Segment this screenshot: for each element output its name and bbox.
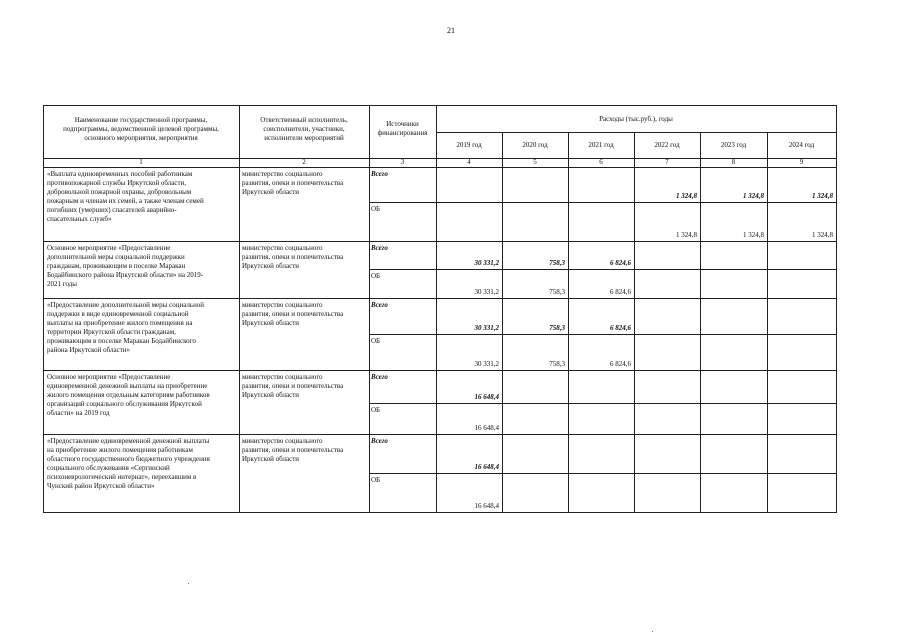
scan-speck: [188, 583, 189, 584]
row-executor-line: Иркутской области: [242, 188, 300, 196]
row-name-line: дополнительной меры социальной поддержки: [47, 253, 185, 261]
row-name-line: 2021 годы: [47, 280, 78, 288]
ob-value: 30 331,2: [474, 360, 499, 368]
header-col-number: 8: [731, 158, 736, 166]
row-divider: [43, 241, 836, 242]
header-col-number: 3: [400, 158, 405, 166]
ob-value: 1 324,8: [812, 231, 833, 239]
column-divider: [634, 132, 635, 512]
row-name-line: Основное мероприятие «Предоставление: [47, 373, 171, 381]
page-number: 21: [447, 26, 455, 35]
row-name-line: социального обслуживания «Сергинский: [47, 464, 170, 472]
row-name-line: пожарным и членам их семей, а также членам семей: [47, 197, 204, 205]
header-year-divider: [436, 132, 836, 133]
row-executor-line: министерство социального: [242, 170, 323, 178]
source-ob-label: ОБ: [371, 406, 381, 414]
subrow-divider: [369, 269, 836, 270]
column-divider: [502, 132, 503, 512]
header-executor-label: исполнители мероприятий: [264, 134, 344, 142]
table-border-bottom: [43, 512, 837, 513]
header-year-2022: 2022 год: [654, 141, 680, 149]
row-executor-line: развития, опеки и попечительства: [242, 179, 344, 187]
row-name-line: гражданам, проживающим в поселке Маракан: [47, 262, 186, 270]
total-value: 30 331,2: [474, 324, 499, 332]
row-name-line: «Предоставление дополнительной меры социальной: [47, 301, 205, 309]
ob-value: 1 324,8: [743, 231, 764, 239]
row-divider: [43, 298, 836, 299]
column-divider: [568, 132, 569, 512]
row-name-line: «Предоставление единовременной денежной выплаты: [47, 437, 210, 445]
source-total-label: Всего: [371, 373, 388, 381]
row-name-line: выплаты на приобретение жилого помещения на: [47, 319, 193, 327]
row-executor-line: министерство социального: [242, 437, 323, 445]
header-year-2021: 2021 год: [588, 141, 614, 149]
column-divider: [836, 105, 837, 512]
row-name-line: спасательных служб»: [47, 215, 112, 223]
row-executor-line: развития, опеки и попечительства: [242, 253, 344, 261]
subrow-divider: [369, 334, 836, 335]
row-name-line: территории Иркутской области гражданам,: [47, 328, 176, 336]
header-bottom-divider: [43, 167, 836, 168]
row-name-line: единовременной денежной выплаты на приобретение: [47, 382, 208, 390]
row-name-line: противопожарной службы Иркутской области,: [47, 179, 187, 187]
subrow-divider: [369, 202, 836, 203]
row-executor-line: министерство социального: [242, 301, 323, 309]
row-name-line: области» на 2019 год: [47, 409, 110, 417]
total-value: 6 824,6: [610, 324, 631, 332]
total-value: 30 331,2: [474, 259, 499, 267]
header-executor-label: соисполнители, участники,: [263, 125, 345, 133]
header-source-label: Источники: [386, 120, 419, 128]
header-year-2023: 2023 год: [720, 141, 747, 149]
row-name-line: Бодайбинского района Иркутской области» на 2019-: [47, 271, 204, 279]
row-executor-line: Иркутской области: [242, 319, 300, 327]
header-col-number: 4: [467, 158, 471, 166]
ob-value: 758,3: [549, 360, 565, 368]
row-executor-line: министерство социального: [242, 244, 323, 252]
header-year-2024: 2024 год: [788, 141, 815, 149]
row-name-line: района Иркутской области»: [47, 346, 131, 354]
source-ob-label: ОБ: [371, 205, 381, 213]
row-name-line: добровольной пожарной охраны, добровольным: [47, 188, 192, 196]
row-name-line: психоневрологический интернат», переехавшим в: [47, 473, 197, 481]
row-executor-line: министерство социального: [242, 373, 323, 381]
row-name-line: «Выплата единовременных пособий работникам: [47, 170, 193, 178]
row-divider: [43, 370, 836, 371]
ob-value: 30 331,2: [474, 288, 499, 296]
source-total-label: Всего: [371, 170, 388, 178]
header-col-number: 7: [665, 158, 669, 166]
row-executor-line: Иркутской области: [242, 455, 300, 463]
source-total-label: Всего: [371, 244, 388, 252]
row-executor-line: развития, опеки и попечительства: [242, 446, 344, 454]
total-value: 1 324,8: [676, 192, 697, 200]
row-name-line: поддержки в виде единовременной социальной: [47, 310, 189, 318]
subrow-divider: [369, 473, 836, 474]
table-border-top: [43, 105, 837, 106]
row-executor-line: Иркутской области: [242, 262, 300, 270]
row-executor-line: Иркутской области: [242, 391, 300, 399]
total-value: 16 648,4: [474, 463, 499, 471]
header-year-2019: 2019 год: [456, 141, 482, 149]
total-value: 758,3: [549, 324, 565, 332]
source-total-label: Всего: [371, 437, 388, 445]
row-divider: [43, 434, 836, 435]
budget-table: [43, 105, 836, 512]
row-name-line: на приобретение жилого помещения работникам: [47, 446, 193, 454]
ob-value: 16 648,4: [474, 502, 499, 510]
row-name-line: погибших (умерших) спасателей аварийно-: [47, 206, 177, 214]
ob-value: 6 824,6: [610, 360, 631, 368]
header-year-2020: 2020 год: [522, 141, 548, 149]
source-total-label: Всего: [371, 301, 388, 309]
header-name-label: основного мероприятия, мероприятия: [84, 134, 198, 142]
header-col-number: 9: [799, 158, 804, 166]
row-executor-line: развития, опеки и попечительства: [242, 382, 344, 390]
row-name-line: областного государственного бюджетного учреждения: [47, 455, 210, 463]
total-value: 1 324,8: [812, 192, 833, 200]
row-name-line: организаций социального обслуживания Иркутской: [47, 400, 202, 408]
header-col-number: 5: [533, 158, 537, 166]
source-ob-label: ОБ: [371, 272, 381, 280]
total-value: 758,3: [549, 259, 565, 267]
header-source-label: финансирования: [377, 129, 428, 137]
header-col-number: 6: [599, 158, 603, 166]
header-expenses-label: Расходы (тыс.руб.), годы: [599, 115, 673, 123]
ob-value: 6 824,6: [610, 288, 631, 296]
source-ob-label: ОБ: [371, 476, 381, 484]
header-executor-label: Ответственный исполнитель,: [260, 116, 348, 124]
total-value: 1 324,8: [743, 192, 764, 200]
row-name-line: Основное мероприятие «Предоставление: [47, 244, 171, 252]
scan-speck: [652, 631, 653, 632]
header-col-number: 1: [139, 158, 143, 166]
subrow-divider: [369, 403, 836, 404]
header-name-label: Наименование государственной программы,: [74, 116, 208, 124]
source-ob-label: ОБ: [371, 337, 381, 345]
ob-value: 16 648,4: [474, 424, 499, 432]
row-name-line: жилого помещения отдельным категориям работников: [47, 391, 210, 399]
column-divider: [767, 132, 768, 512]
total-value: 16 648,4: [474, 393, 499, 401]
row-name-line: проживающим в поселке Маракан Бодайбинского: [47, 337, 196, 345]
column-divider: [700, 132, 701, 512]
row-executor-line: развития, опеки и попечительства: [242, 310, 344, 318]
ob-value: 1 324,8: [676, 231, 697, 239]
ob-value: 758,3: [549, 288, 565, 296]
row-name-line: Чунский район Иркутской области»: [47, 482, 155, 490]
header-name-label: подпрограммы, ведомственной целевой программы,: [63, 125, 219, 133]
header-col-number: 2: [302, 158, 306, 166]
total-value: 6 824,6: [610, 259, 631, 267]
